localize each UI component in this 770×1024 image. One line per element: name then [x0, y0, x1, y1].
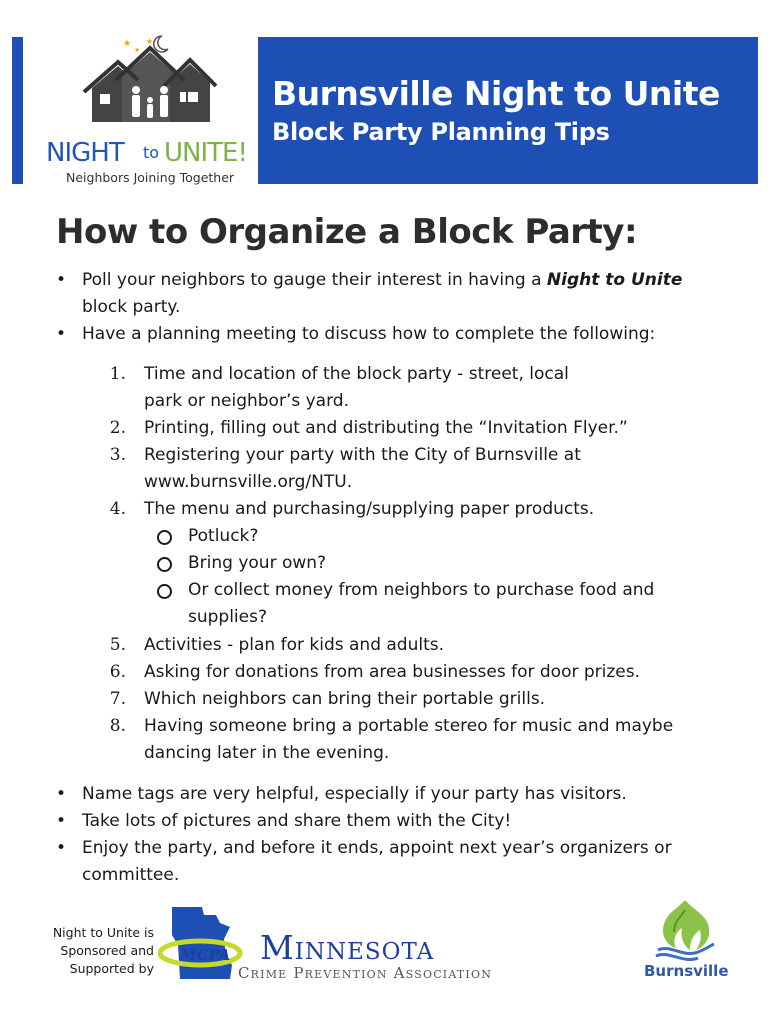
svg-text:★: ★ [152, 49, 158, 56]
circle-bullet-icon [157, 584, 172, 599]
logo-word-unite: UNITE! [164, 138, 247, 168]
header-subtitle: Block Party Planning Tips [272, 118, 610, 146]
sponsor-text: Night to Unite is Sponsored and Supported by [52, 925, 154, 976]
bullet-name-tags: Name tags are very helpful, especially if your party has visitors. [82, 784, 627, 804]
bullet-poll-neighbors: Poll your neighbors to gauge their interest in having a Night to Unite block party. [82, 270, 683, 317]
bullet-marker: • [56, 784, 67, 804]
step-number: 1. [109, 364, 126, 384]
step-item: The menu and purchasing/supplying paper products. [144, 499, 595, 519]
step-item: Registering your party with the City of Burnsville at www.burnsville.org/NTU. [144, 445, 581, 492]
circle-bullet-icon [157, 530, 172, 545]
step-number: 5. [109, 635, 126, 655]
step-number: 4. [109, 499, 126, 519]
bullet-marker: • [56, 811, 67, 831]
burnsville-label: Burnsville [644, 962, 729, 980]
night-to-unite-logo [30, 30, 258, 188]
svg-text:★: ★ [134, 46, 141, 54]
svg-text:★: ★ [123, 39, 132, 49]
bullet-planning-meeting: Have a planning meeting to discuss how to complete the following: [82, 324, 656, 344]
menu-option: Or collect money from neighbors to purchase food and supplies? [188, 580, 655, 627]
bullet-pictures: Take lots of pictures and share them with the City! [82, 811, 512, 831]
step-item: Asking for donations from area businesses for door prizes. [144, 662, 641, 682]
step-item: Time and location of the block party - street, local park or neighbor’s yard. [144, 364, 569, 411]
step-item: Which neighbors can bring their portable grills. [144, 689, 546, 709]
step-item: Having someone bring a portable stereo for music and maybe dancing later in the evening. [144, 716, 674, 763]
step-number: 2. [109, 418, 126, 438]
svg-text:★: ★ [146, 37, 154, 46]
logo-tagline: Neighbors Joining Together [66, 170, 235, 185]
mcpa-logo [158, 905, 248, 985]
bullet-enjoy-party: Enjoy the party, and before it ends, appoint next year’s organizers or committee. [82, 838, 672, 885]
logo-word-night: NIGHT [46, 138, 124, 168]
circle-bullet-icon [157, 557, 172, 572]
mn-association-title: Minnesota [260, 928, 435, 967]
step-item: Printing, filling out and distributing the “Invitation Flyer.” [144, 418, 628, 438]
step-number: 3. [109, 445, 126, 465]
step-number: 7. [109, 689, 126, 709]
step-number: 8. [109, 716, 126, 736]
logo-word-to: to [143, 143, 160, 162]
menu-option: Bring your own? [188, 553, 327, 573]
header-left-bar [12, 37, 23, 184]
bullet-marker: • [56, 324, 67, 344]
page-heading: How to Organize a Block Party: [56, 212, 638, 252]
header-title: Burnsville Night to Unite [272, 74, 720, 113]
bullet-marker: • [56, 838, 67, 858]
mcpa-label: MCPA [180, 946, 231, 964]
mn-association-subtitle: Crime Prevention Association [238, 964, 493, 982]
step-item: Activities - plan for kids and adults. [144, 635, 445, 655]
bullet-marker: • [56, 270, 67, 290]
step-number: 6. [109, 662, 126, 682]
menu-option: Potluck? [188, 526, 259, 546]
